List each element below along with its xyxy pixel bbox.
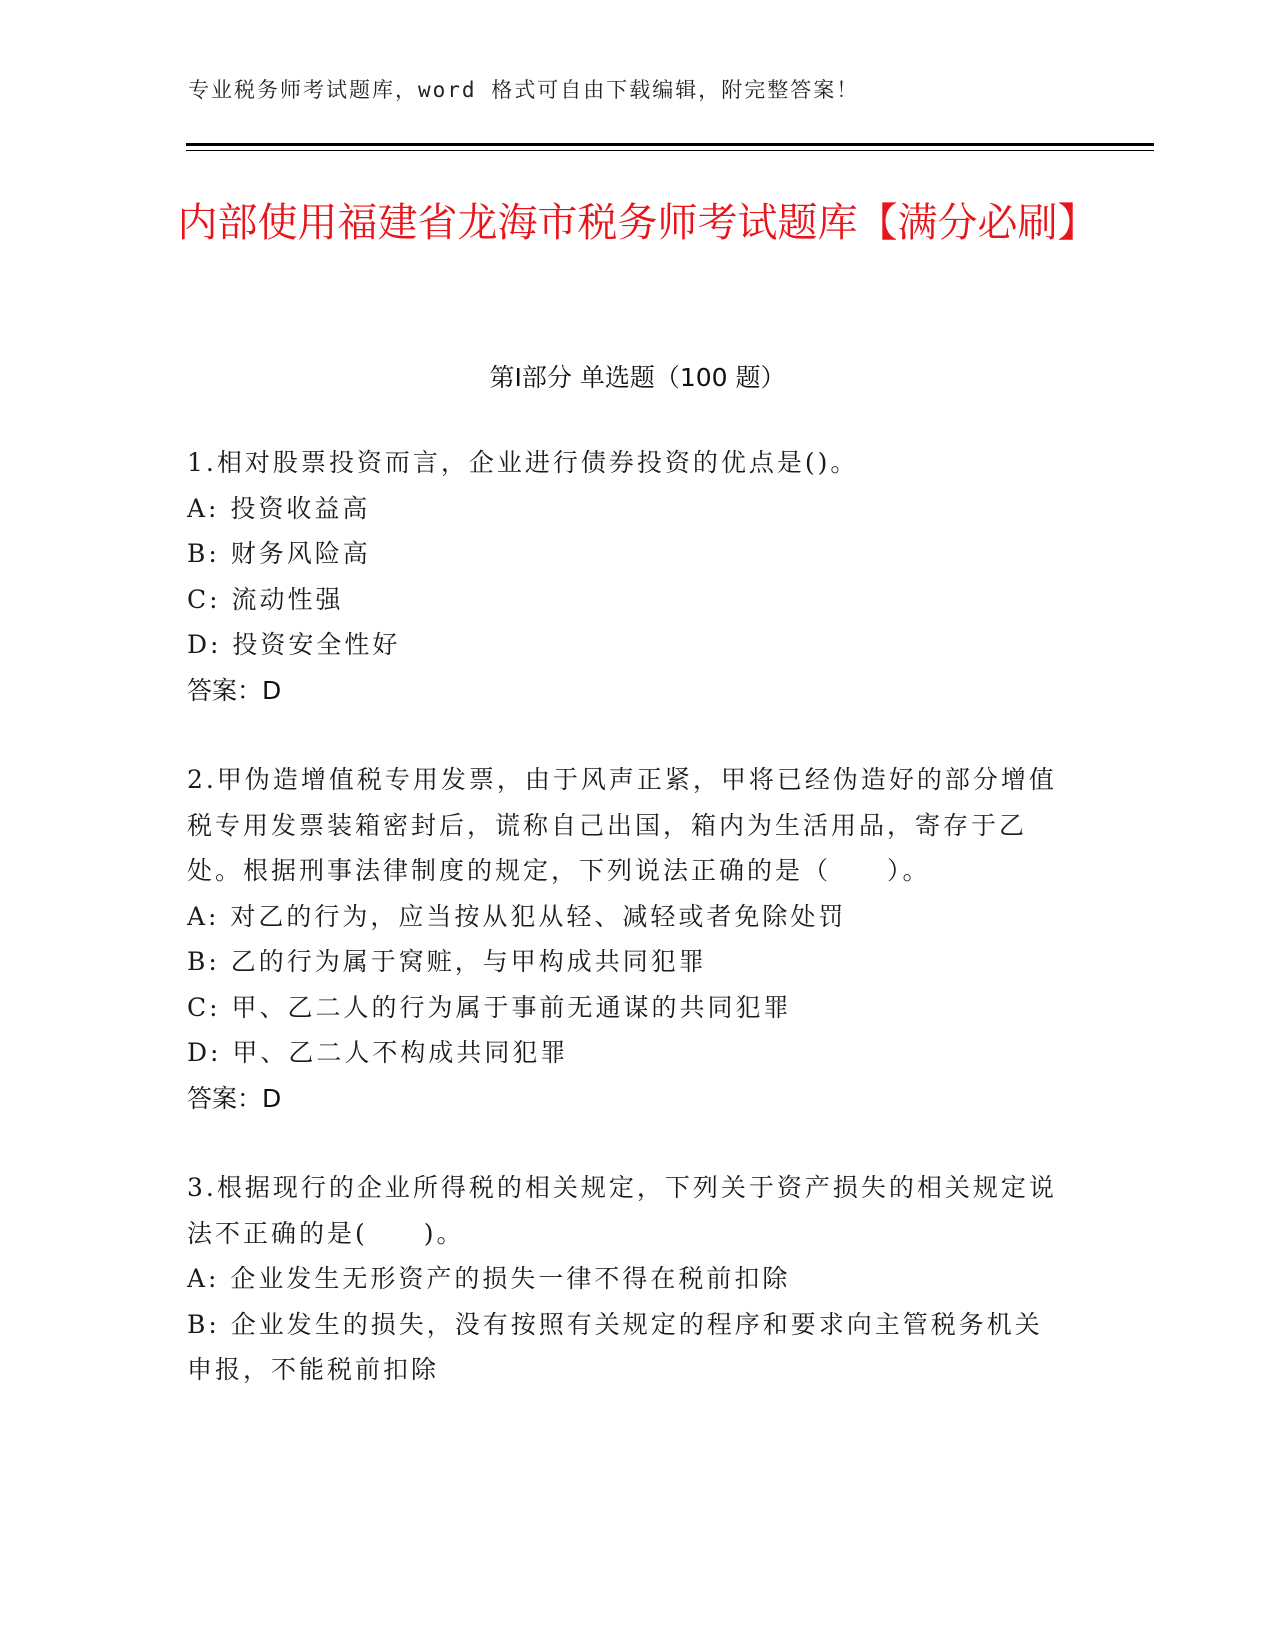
document-title: 内部使用福建省龙海市税务师考试题库【满分必刷】	[177, 200, 1098, 246]
question-2	[187, 757, 1067, 1121]
option-c: C: 甲、乙二人的行为属于事前无通谋的共同犯罪	[187, 992, 792, 1022]
header-rule-thin	[186, 150, 1154, 151]
option-a: A: 企业发生无形资产的损失一律不得在税前扣除	[187, 1264, 791, 1293]
question-3	[187, 1165, 1067, 1393]
option-b: B: 财务风险高	[187, 539, 371, 568]
answer: 答案：D	[187, 675, 282, 705]
question-stem: 1.相对股票投资而言，企业进行债券投资的优点是()。	[187, 448, 859, 477]
question-1	[187, 440, 1067, 713]
header-note: 专业税务师考试题库，word 格式可自由下载编辑，附完整答案！	[188, 78, 860, 102]
option-d: D: 甲、乙二人不构成共同犯罪	[187, 1038, 569, 1067]
option-b: B: 乙的行为属于窝赃，与甲构成共同犯罪	[187, 947, 707, 976]
option-b: B: 企业发生的损失，没有按照有关规定的程序和要求向主管税务机关申报，不能税前扣除	[187, 1309, 1043, 1384]
question-list	[187, 440, 1067, 1437]
answer: 答案：D	[187, 1083, 282, 1113]
header-rule-thick	[186, 143, 1154, 146]
option-c: C: 流动性强	[187, 584, 344, 614]
question-stem: 3.根据现行的企业所得税的相关规定，下列关于资产损失的相关规定说法不正确的是( )。	[187, 1173, 1057, 1248]
option-a: A: 对乙的行为，应当按从犯从轻、减轻或者免除处罚	[187, 901, 847, 931]
section-title: 第Ⅰ部分 单选题（100 题）	[489, 363, 786, 392]
option-d: D: 投资安全性好	[187, 630, 401, 659]
question-stem: 2.甲伪造增值税专用发票，由于风声正紧，甲将已经伪造好的部分增值税专用发票装箱密封后，谎称自己出国，箱内为生活用品，寄存于乙处。根据刑事法律制度的规定，下列说法正确的是（ ）。	[187, 765, 1057, 885]
option-a: A: 投资收益高	[187, 493, 371, 523]
